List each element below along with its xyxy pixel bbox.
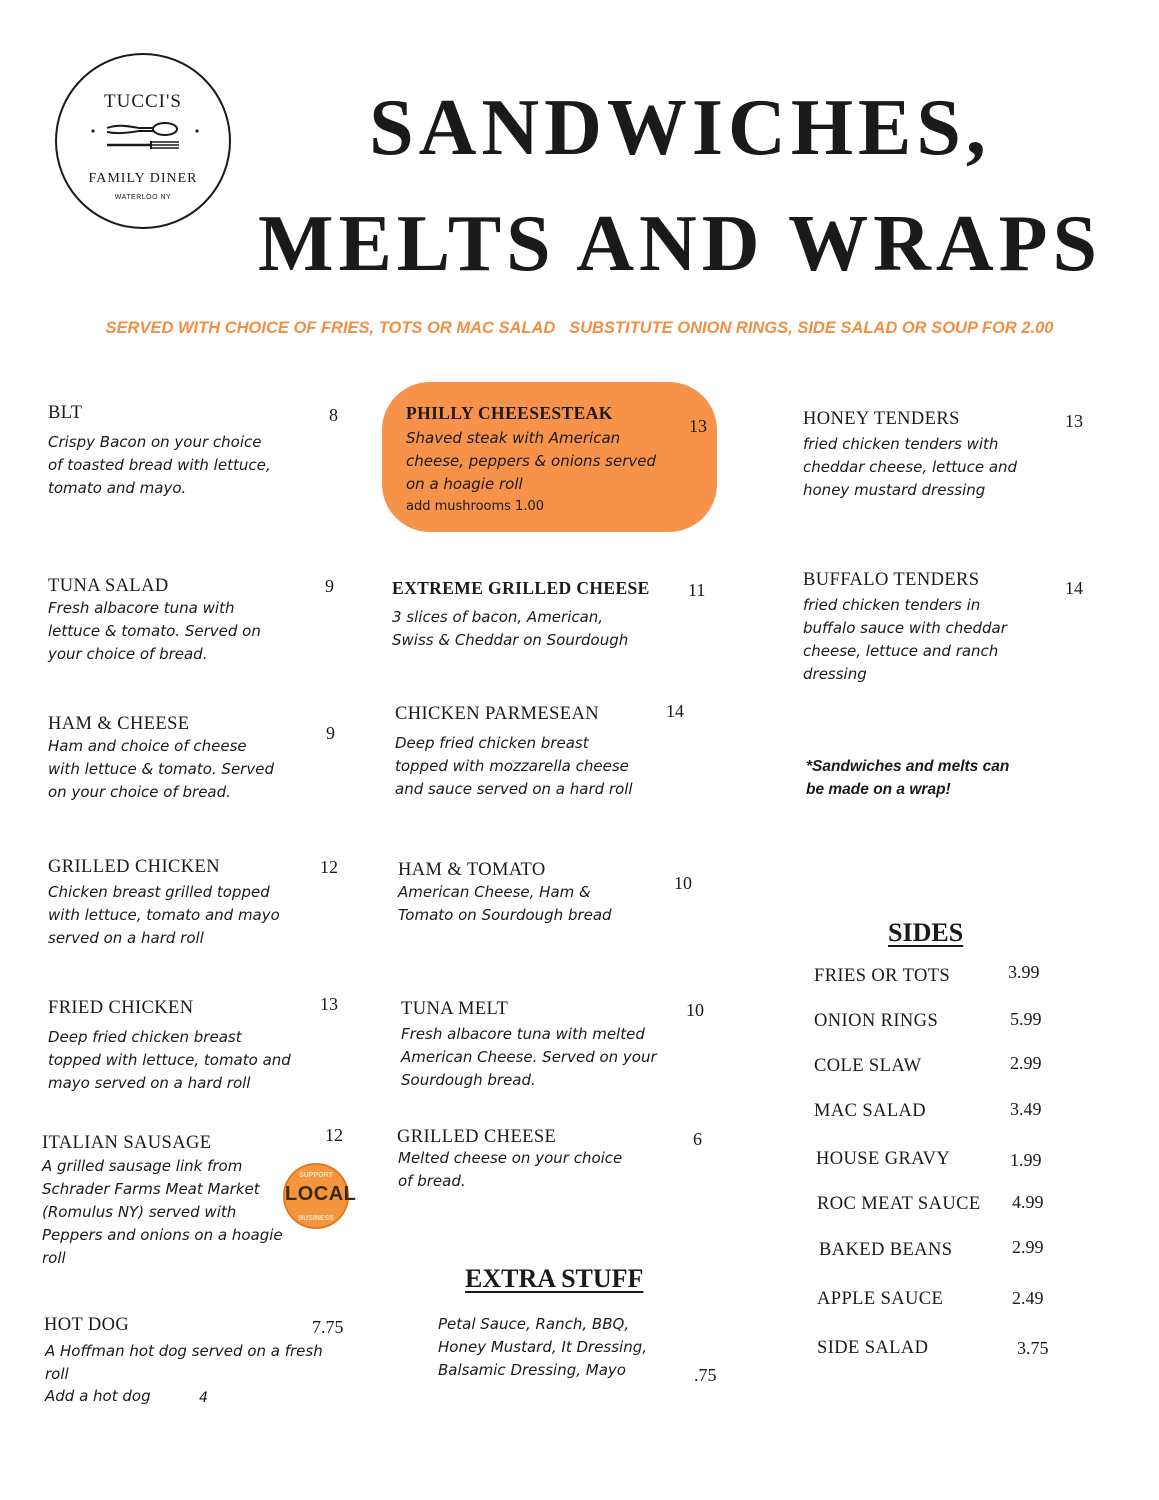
item-description: Melted cheese on your choice of bread.	[398, 1149, 623, 1190]
item-price: 14	[666, 701, 684, 721]
side-item-price: 3.99	[1008, 962, 1040, 982]
item-name: CHICKEN PARMESEAN	[395, 704, 599, 724]
item-description: fried chicken tenders in buffalo sauce with cheddar cheese, lettuce and ranch dressing	[803, 596, 1007, 683]
item-price: 10	[674, 873, 692, 893]
item-description: 3 slices of bacon, American, Swiss & Cheddar on Sourdough	[392, 608, 629, 649]
item-name: PHILLY CHEESESTEAK	[406, 403, 613, 423]
item-description: Shaved steak with American cheese, peppers & onions served on a hoagie roll	[406, 429, 656, 493]
served-with-tagline: SERVED WITH CHOICE OF FRIES, TOTS OR MAC SALAD SUBSTITUTE ONION RINGS, SIDE SALAD OR SOUP FOR 2.00	[105, 319, 1054, 337]
item-price: 11	[688, 580, 706, 600]
side-item-price: 3.75	[1017, 1338, 1049, 1358]
item-description: Deep fried chicken breast topped with mozzarella cheese and sauce served on a hard roll	[395, 734, 633, 798]
side-item-price: 2.99	[1012, 1237, 1044, 1257]
item-description: Fresh albacore tuna with lettuce & tomato. Served on your choice of bread.	[48, 599, 261, 663]
item-name: HONEY TENDERS	[803, 409, 960, 429]
logo-subtitle: FAMILY DINER	[88, 171, 198, 186]
diner-logo	[55, 53, 231, 229]
side-item-name: MAC SALAD	[814, 1101, 927, 1121]
item-name: TUNA SALAD	[48, 576, 169, 596]
logo-name: TUCCI'S	[104, 91, 182, 112]
item-price: 9	[326, 723, 335, 743]
item-addon: add mushrooms 1.00	[406, 499, 544, 514]
item-name: TUNA MELT	[401, 999, 509, 1019]
side-item-name: ONION RINGS	[814, 1011, 939, 1031]
item-price: 13	[320, 994, 338, 1014]
item-price: 14	[1065, 578, 1083, 598]
wrap-note: *Sandwiches and melts can be made on a wrap!	[806, 758, 1010, 798]
item-addon: Add a hot dog	[45, 1387, 151, 1405]
item-price: 7.75	[312, 1317, 344, 1337]
item-name: GRILLED CHICKEN	[48, 857, 220, 877]
item-addon-price: 4	[199, 1390, 208, 1406]
item-name: GRILLED CHEESE	[397, 1127, 557, 1147]
extra-stuff-heading: EXTRA STUFF	[465, 1264, 644, 1293]
side-item-price: 3.49	[1010, 1099, 1042, 1119]
extra-stuff-price: .75	[694, 1365, 717, 1385]
item-description: American Cheese, Ham & Tomato on Sourdough bread	[398, 883, 612, 924]
side-item-name: FRIES OR TOTS	[814, 966, 951, 986]
item-price: 6	[693, 1129, 702, 1149]
item-name: FRIED CHICKEN	[48, 998, 194, 1018]
item-description: Chicken breast grilled topped with lettuce, tomato and mayo served on a hard roll	[48, 883, 280, 947]
item-name: EXTREME GRILLED CHEESE	[392, 578, 650, 598]
item-price: 8	[329, 405, 338, 425]
page-title-line1: SANDWICHES,	[369, 84, 991, 172]
item-description: Deep fried chicken breast topped with lettuce, tomato and mayo served on a hard roll	[48, 1028, 291, 1092]
side-item-name: HOUSE GRAVY	[816, 1149, 951, 1169]
side-item-name: COLE SLAW	[814, 1056, 922, 1076]
logo-location: WATERLOO NY	[114, 194, 172, 201]
item-name: HOT DOG	[44, 1315, 130, 1335]
side-item-name: APPLE SAUCE	[817, 1289, 944, 1309]
item-name: BUFFALO TENDERS	[803, 570, 980, 590]
spoon-fork-icon	[87, 121, 203, 155]
extra-stuff-list: Petal Sauce, Ranch, BBQ, Honey Mustard, It Dressing, Balsamic Dressing, Mayo	[438, 1315, 648, 1379]
item-price: 13	[1065, 411, 1083, 431]
item-description: Ham and choice of cheese with lettuce & tomato. Served on your choice of bread.	[48, 737, 274, 801]
item-description: fried chicken tenders with cheddar cheese, lettuce and honey mustard dressing	[803, 435, 1018, 499]
item-description: A Hoffman hot dog served on a fresh roll	[45, 1342, 323, 1383]
side-item-price: 1.99	[1010, 1150, 1042, 1170]
side-item-name: BAKED BEANS	[819, 1240, 953, 1260]
item-name: ITALIAN SAUSAGE	[42, 1133, 212, 1153]
item-price: 10	[686, 1000, 704, 1020]
item-name: BLT	[48, 403, 83, 423]
sides-heading: SIDES	[888, 918, 964, 947]
side-item-name: ROC MEAT SAUCE	[817, 1194, 981, 1214]
item-price: 9	[325, 576, 334, 596]
item-price: 12	[325, 1125, 343, 1145]
support-local-badge: SUPPORT LOCAL BUSINESS	[283, 1163, 349, 1229]
item-description: Crispy Bacon on your choice of toasted bread with lettuce, tomato and mayo.	[48, 433, 271, 497]
page-title-line2: MELTS AND WRAPS	[257, 200, 1103, 288]
side-item-name: SIDE SALAD	[817, 1338, 929, 1358]
side-item-price: 2.99	[1010, 1053, 1042, 1073]
item-price: 12	[320, 857, 338, 877]
item-description: A grilled sausage link from Schrader Farms Meat Market (Romulus NY) served with Peppers and onions on a hoagie roll	[42, 1157, 283, 1267]
item-price: 13	[689, 416, 707, 436]
item-description: Fresh albacore tuna with melted American Cheese. Served on your Sourdough bread.	[401, 1025, 657, 1089]
side-item-price: 2.49	[1012, 1288, 1044, 1308]
side-item-price: 4.99	[1012, 1192, 1044, 1212]
item-name: HAM & TOMATO	[398, 860, 546, 880]
item-name: HAM & CHEESE	[48, 714, 190, 734]
side-item-price: 5.99	[1010, 1009, 1042, 1029]
